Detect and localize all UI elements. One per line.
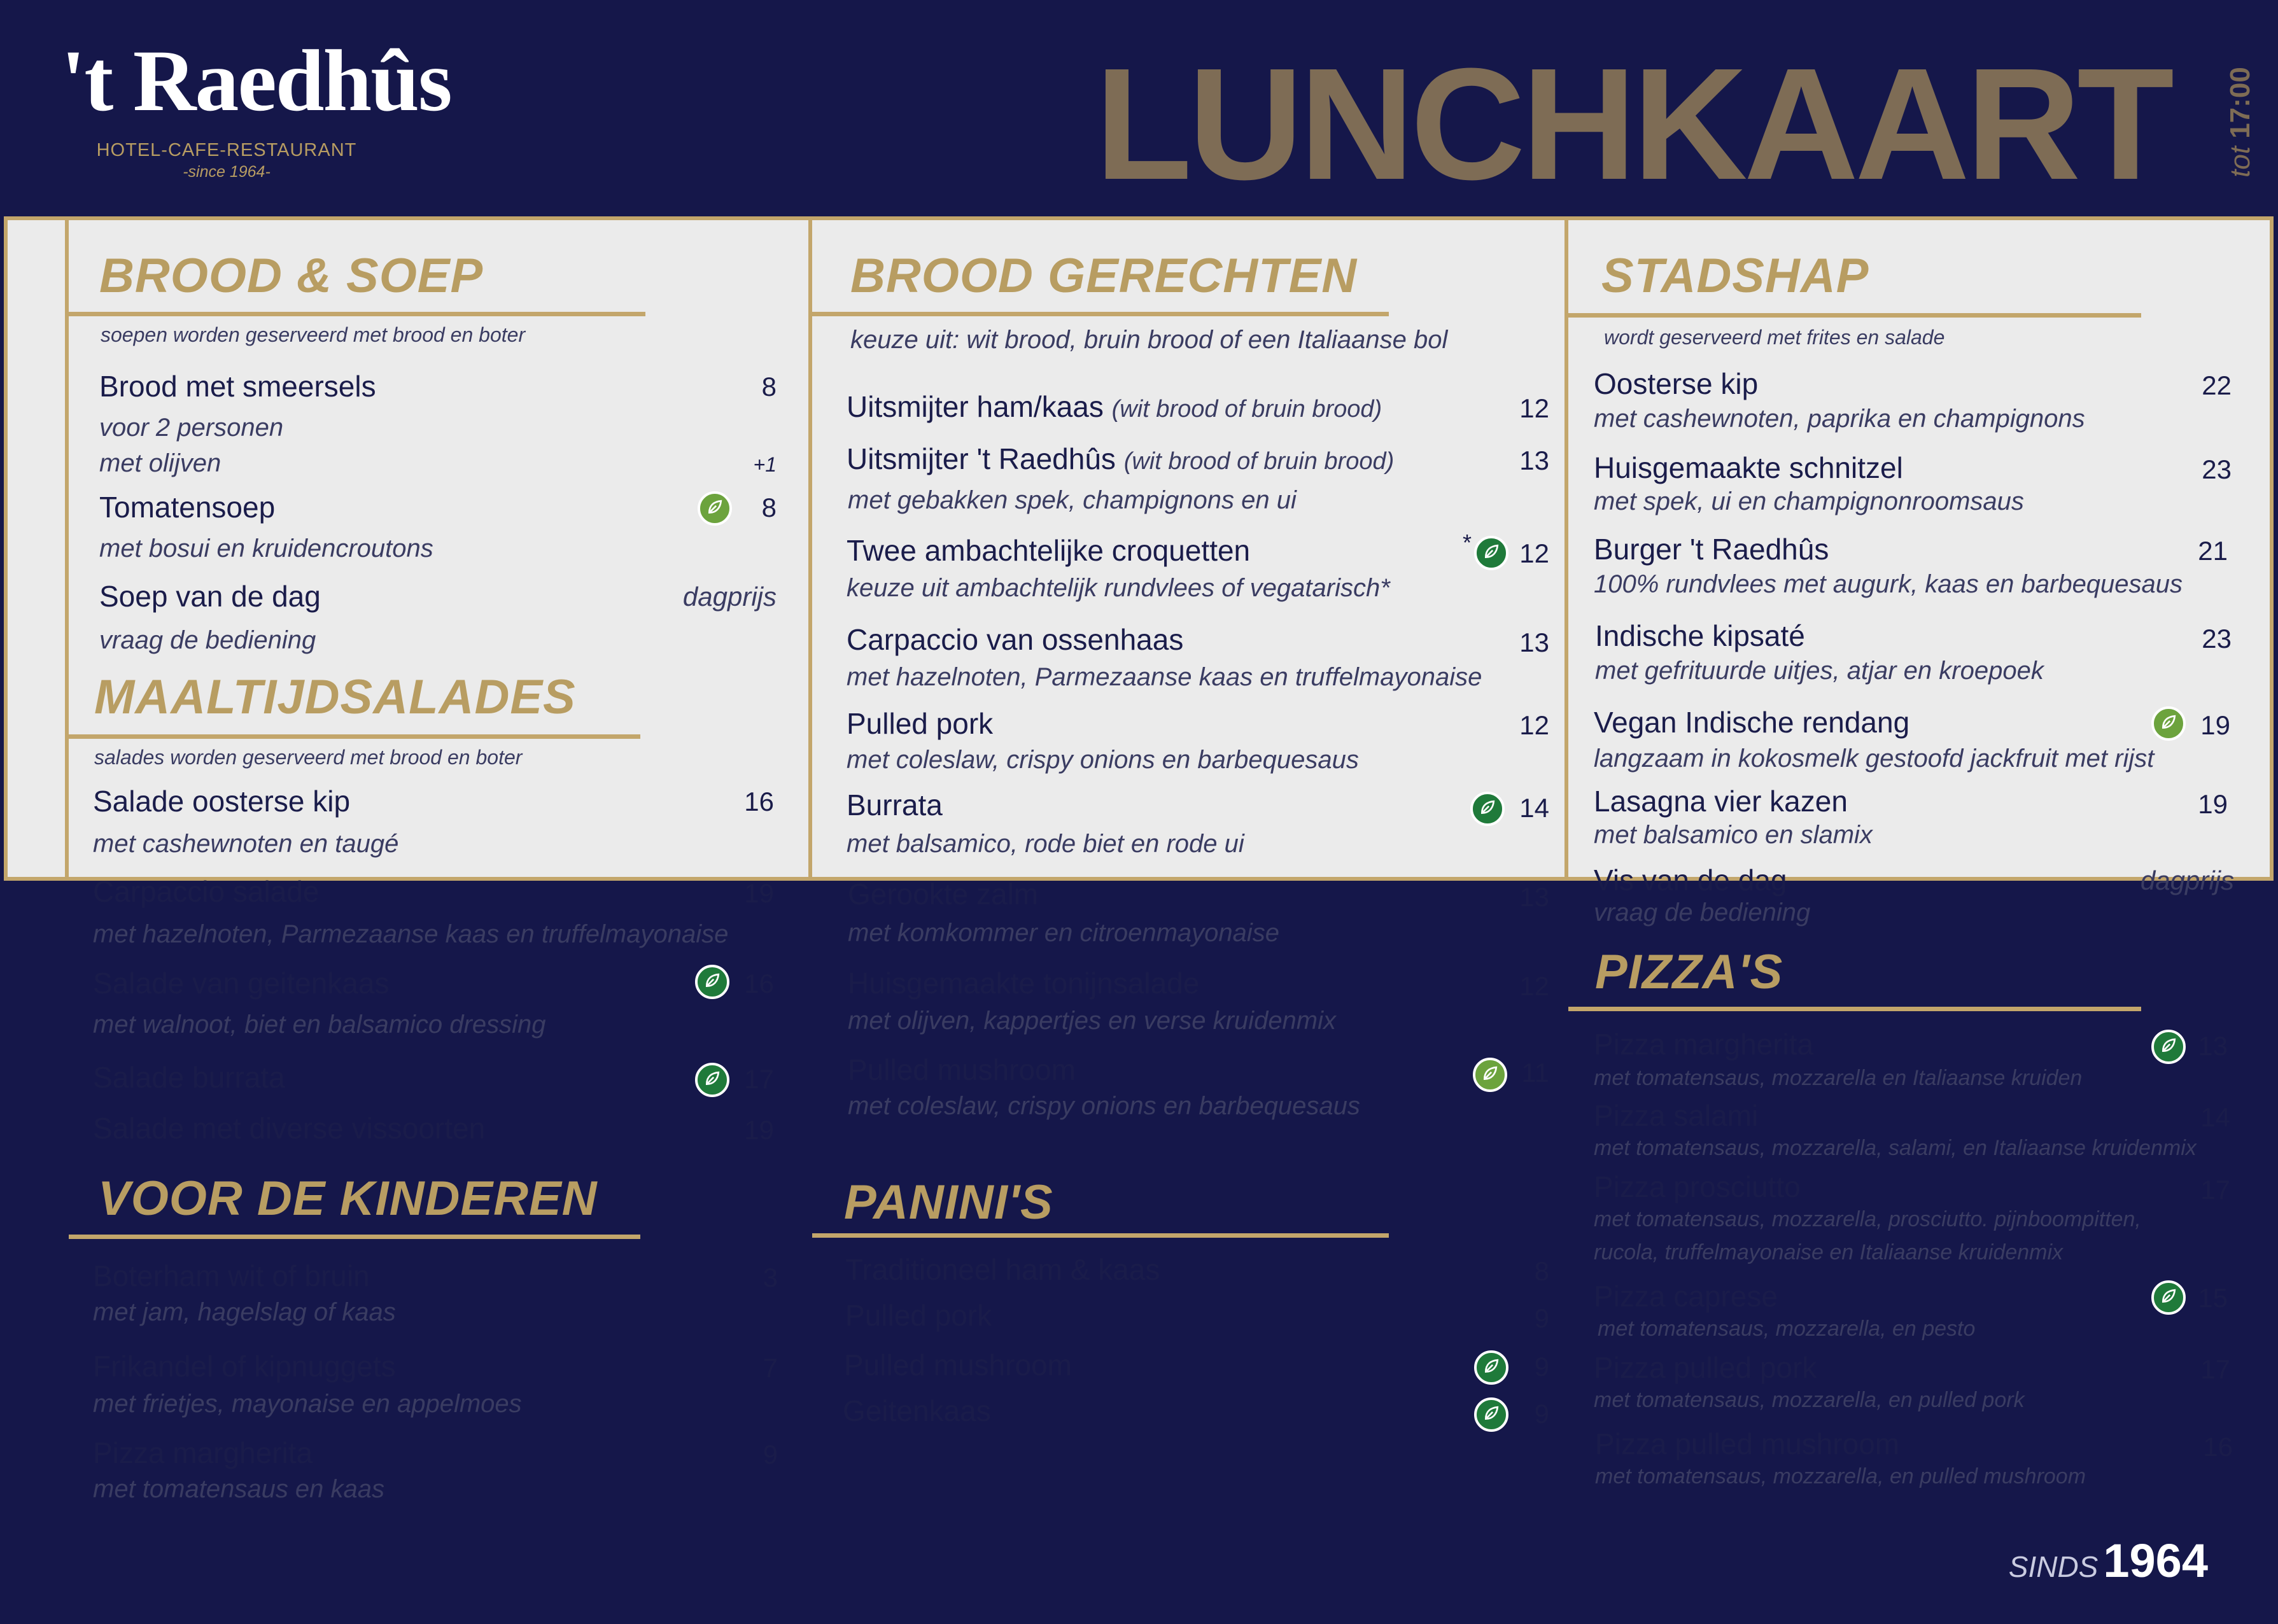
section-note: keuze uit: wit brood, bruin brood of een Italiaanse bol: [850, 326, 1448, 354]
section-rule: [69, 1235, 640, 1239]
menu-item-price: 13: [1519, 627, 1549, 657]
menu-item-name: Geitenkaas: [843, 1394, 991, 1427]
menu-item-price: 16: [744, 787, 774, 816]
sinds-year: 1964: [2103, 1534, 2208, 1587]
menu-item-name: Salade van geitenkaas: [93, 967, 390, 1000]
menu-item-desc: met walnoot, biet en balsamico dressing: [93, 1011, 546, 1039]
menu-item-name: Traditioneel ham & kaas: [845, 1253, 1160, 1286]
menu-item-price: 23: [2202, 454, 2232, 484]
menu-item-name: Pizza pulled mushroom: [1595, 1427, 1900, 1460]
menu-item-desc: met coleslaw, crispy onions en barbequesaus: [848, 1092, 1360, 1120]
menu-item-name-text: Uitsmijter 't Raedhûs: [847, 442, 1116, 475]
menu-item-desc: met spek, ui en champignonroomsaus: [1594, 487, 2024, 515]
menu-item-price: 13: [1519, 882, 1549, 912]
menu-item-price: 13: [2198, 1031, 2228, 1061]
menu-item-price: 21: [2198, 536, 2228, 566]
menu-item-price: 8: [761, 372, 777, 402]
menu-item-bread-note: (wit brood of bruin brood): [1111, 396, 1382, 423]
column-divider: [65, 220, 69, 877]
menu-item-name: Salade oosterse kip: [93, 785, 351, 818]
menu-item-name: Pizza margherita: [93, 1436, 313, 1469]
menu-item-name: Oosterse kip: [1594, 367, 1759, 400]
menu-item-price: 17: [2200, 1354, 2230, 1384]
menu-item-desc: met cashewnoten, paprika en champignons: [1594, 405, 2085, 433]
menu-item-desc: met gebakken spek, champignons en ui: [848, 486, 1297, 514]
menu-item-desc: met tomatensaus, mozzarella, en pulled mushroom: [1595, 1464, 2086, 1488]
menu-item-price: 19: [2200, 710, 2230, 740]
section-title-pizzas: PIZZA'S: [1595, 945, 1783, 999]
menu-item-desc: met olijven, kappertjes en verse kruidenmix: [848, 1007, 1337, 1035]
menu-item-price: 13: [1519, 445, 1549, 475]
section-rule: [812, 1233, 1389, 1238]
menu-item-name: Vegan Indische rendang: [1594, 706, 1910, 739]
menu-item-desc: met hazelnoten, Parmezaanse kaas en truffelmayonaise: [847, 663, 1482, 691]
menu-item-name: Pizza salami: [1594, 1099, 1759, 1132]
sinds-badge: [2009, 1534, 2208, 1588]
menu-item-name: Pizza margherita: [1594, 1028, 1814, 1061]
menu-item-price: 14: [2200, 1102, 2230, 1132]
menu-item-name: Pulled mushroom: [848, 1053, 1076, 1086]
menu-item-name: Pulled mushroom: [844, 1348, 1072, 1382]
menu-item-price: 9: [1534, 1352, 1549, 1382]
section-rule: [1568, 313, 2141, 318]
menu-item-name: [847, 443, 1394, 475]
menu-item-price: 19: [744, 878, 774, 908]
menu-item-price: 16: [744, 969, 774, 998]
menu-item-price: 9: [1534, 1399, 1549, 1429]
logo-name: 't Raedhûs: [61, 32, 451, 129]
menu-item-desc: met tomatensaus, mozzarella, salami, en Italiaanse kruidenmix: [1594, 1136, 2197, 1160]
section-title-kinderen: VOOR DE KINDEREN: [98, 1172, 598, 1226]
section-note: wordt geserveerd met frites en salade: [1604, 326, 1945, 349]
menu-item-name: Lasagna vier kazen: [1594, 785, 1848, 818]
menu-item-desc: met balsamico, rode biet en rode ui: [847, 830, 1244, 858]
menu-item-price: 9: [763, 1439, 778, 1469]
menu-item-name: Tomatensoep: [99, 491, 276, 524]
menu-item-price: 14: [1519, 793, 1549, 823]
asterisk-mark: *: [1463, 529, 1472, 556]
menu-item-price: 12: [1519, 538, 1549, 568]
menu-item-desc-line2: rucola, truffelmayonaise en Italiaanse kruidenmix: [1594, 1240, 2064, 1264]
menu-item-price: 22: [2202, 370, 2232, 400]
menu-item-price: 8: [761, 493, 777, 522]
menu-item-price: dagprijs: [2140, 865, 2234, 895]
page-title: LUNCHKAART: [1095, 35, 2170, 213]
menu-item-desc: met tomatensaus, mozzarella en Italiaanse kruiden: [1594, 1066, 2083, 1090]
sinds-label: SINDS: [2008, 1550, 2099, 1583]
menu-item-desc: keuze uit ambachtelijk rundvlees of vegatarisch*: [847, 574, 1390, 602]
menu-item-name: Huisgemaakte tonijnsalade: [848, 967, 1200, 1000]
menu-item-name: Salade burrata: [93, 1061, 285, 1094]
section-title-brood-gerechten: BROOD GERECHTEN: [850, 249, 1358, 303]
menu-item-bread-note: (wit brood of bruin brood): [1123, 448, 1395, 475]
menu-item-name: Carpaccio van ossenhaas: [847, 623, 1184, 656]
section-title-maaltijdsalades: MAALTIJDSALADES: [94, 670, 576, 724]
menu-item-name: Pulled pork: [847, 707, 994, 740]
section-note: soepen worden geserveerd met brood en boter: [101, 323, 526, 346]
menu-item-desc: met frietjes, mayonaise en appelmoes: [93, 1390, 522, 1418]
menu-item-price: 8: [1534, 1256, 1549, 1286]
menu-item-desc: met bosui en kruidencroutons: [99, 535, 433, 563]
menu-item-price: 19: [2198, 789, 2228, 819]
menu-item-name: Gerookte zalm: [848, 878, 1039, 911]
menu-item-name-text: Uitsmijter ham/kaas: [847, 390, 1104, 423]
menu-item-name: Burger 't Raedhûs: [1594, 533, 1829, 566]
menu-item-name: Boterham wit of bruin: [93, 1259, 370, 1292]
menu-item-desc: met tomatensaus en kaas: [93, 1475, 385, 1503]
menu-item-name: Twee ambachtelijke croquetten: [847, 534, 1251, 567]
menu-item-desc: vraag de bediening: [1594, 899, 1811, 927]
menu-item-price: 12: [1519, 710, 1549, 740]
menu-item-desc: met gefrituurde uitjes, atjar en kroepoek: [1595, 657, 2044, 685]
footer: [0, 1517, 2278, 1624]
menu-item-name: Pizza caprese: [1594, 1280, 1778, 1313]
column-divider: [1564, 220, 1568, 877]
section-note: salades worden geserveerd met brood en boter: [94, 746, 523, 769]
tot-label: tot: [2225, 146, 2256, 178]
menu-item-name: Soep van de dag: [99, 580, 321, 613]
opening-time: [2226, 33, 2254, 211]
menu-item-price: 23: [2202, 624, 2232, 654]
column-divider: [808, 220, 812, 877]
menu-item-name: Pulled pork: [845, 1299, 992, 1332]
menu-item-price: 3: [763, 1263, 778, 1292]
menu-item-name: Pizza prosciutto: [1594, 1170, 1801, 1203]
menu-item-desc: met coleslaw, crispy onions en barbequesaus: [847, 746, 1359, 774]
section-title-stadshap: STADSHAP: [1601, 249, 1869, 303]
menu-item-desc: vraag de bediening: [99, 626, 316, 654]
menu-item-price: 7: [763, 1353, 778, 1383]
menu-item-desc: langzaam in kokosmelk gestoofd jackfruit met rijst: [1594, 745, 2155, 773]
menu-item-desc: met cashewnoten en taugé: [93, 830, 399, 858]
menu-item-name: Vis van de dag: [1594, 864, 1787, 897]
section-rule: [69, 312, 645, 316]
section-rule: [812, 312, 1389, 316]
menu-item-price: 12: [1519, 393, 1549, 423]
menu-item-desc: met tomatensaus, mozzarella, prosciutto. pijnboompitten,: [1594, 1207, 2141, 1231]
menu-item-name: Huisgemaakte schnitzel: [1594, 451, 1903, 484]
menu-item-price: 16: [2203, 1432, 2233, 1462]
menu-item-name: Frikandel of kipnuggets: [93, 1350, 396, 1383]
menu-item-name: Pizza pulled pork: [1594, 1351, 1817, 1384]
menu-item-price: 15: [2198, 1283, 2228, 1313]
menu-item-price: dagprijs: [682, 582, 777, 612]
menu-item-price: 11: [1521, 1058, 1549, 1088]
section-rule: [69, 734, 640, 739]
logo-since: -since 1964-: [183, 163, 271, 181]
menu-item-desc: voor 2 personen: [99, 414, 284, 442]
tot-time: 17:00: [2225, 67, 2256, 139]
menu-item-desc: met hazelnoten, Parmezaanse kaas en truffelmayonaise: [93, 920, 729, 948]
menu-item-desc: met tomatensaus, mozzarella, en pesto: [1598, 1317, 1976, 1341]
menu-item-price: 17: [744, 1064, 774, 1094]
logo-subtitle: HOTEL-CAFE-RESTAURANT: [96, 140, 357, 160]
menu-item-name: Carpaccio salade: [93, 875, 320, 908]
menu-item-name: Indische kipsaté: [1595, 619, 1805, 652]
menu-item-price: 12: [1519, 971, 1549, 1001]
menu-item-name: Salade met diverse vissoorten: [93, 1112, 486, 1145]
menu-item-price: 19: [744, 1115, 774, 1145]
menu-item-desc: met balsamico en slamix: [1594, 821, 1873, 849]
menu-item-extra: met olijven: [99, 449, 221, 477]
menu-item-desc: met tomatensaus, mozzarella, en pulled pork: [1594, 1388, 2025, 1412]
menu-item-name: Brood met smeersels: [99, 370, 376, 403]
menu-item-desc: met komkommer en citroenmayonaise: [848, 919, 1280, 947]
menu-item-extra-price: +1: [753, 453, 777, 476]
menu-item-desc: 100% rundvlees met augurk, kaas en barbequesaus: [1594, 570, 2183, 598]
menu-item-price: 17: [2200, 1175, 2230, 1205]
menu-item-name: [847, 391, 1382, 423]
menu-item-price: 9: [1534, 1303, 1549, 1333]
menu-item-name: Burrata: [847, 788, 943, 822]
section-title-paninis: PANINI'S: [844, 1175, 1053, 1229]
menu-item-desc: met jam, hagelslag of kaas: [93, 1298, 396, 1326]
section-rule: [1568, 1007, 2141, 1011]
section-title-brood-soep: BROOD & SOEP: [99, 249, 484, 303]
